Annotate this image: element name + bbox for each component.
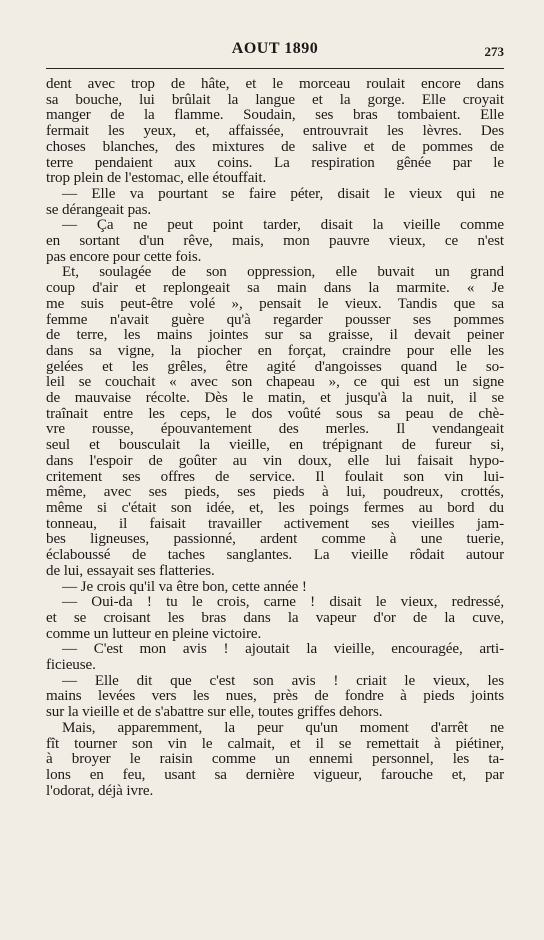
text-line: gelées et les grêles, être agité d'angoisses quand le so- bbox=[46, 359, 504, 375]
text-line: sur la vieille et de s'abattre sur elle, toutes griffes dehors. bbox=[46, 705, 383, 721]
running-title: AOUT 1890 bbox=[231, 40, 319, 57]
text-line: — Ça ne peut point tarder, disait la vieille comme bbox=[62, 218, 504, 234]
text-line: même, avec ses pieds, ses pieds à lui, poudreux, crottés, bbox=[46, 485, 504, 501]
text-line: l'odorat, déjà ivre. bbox=[46, 783, 154, 799]
text-line: — C'est mon avis ! ajoutait la vieille, encouragée, arti- bbox=[62, 642, 504, 658]
text-line: en sortant d'un rêve, mais, mon pauvre vieux, ce n'est bbox=[46, 234, 504, 250]
text-line: dans l'espoir de goûter au vin doux, elle lui faisait hypo- bbox=[46, 453, 504, 469]
text-line: fermait les yeux, et, affaissée, entrouvrait les lèvres. Des bbox=[46, 124, 504, 140]
text-line: leil se couchait « avec son chapeau », ce qui est un signe bbox=[46, 375, 504, 391]
text-line: dans sa vigne, la piocher en forçat, craindre pour elle les bbox=[46, 343, 504, 359]
text-line: choses blanches, des mixtures de salive et de pommes de bbox=[46, 139, 504, 155]
text-line: se dérangeait pas. bbox=[46, 202, 152, 218]
text-line: mains levées vers les nues, près de fondre à pieds joints bbox=[46, 689, 504, 705]
page-number: 273 bbox=[484, 44, 504, 59]
text-line: de lui, essayait ses flatteries. bbox=[46, 563, 215, 579]
text-line: tonneau, il faisait travailler activement ses vieilles jam- bbox=[46, 516, 504, 532]
text-line: pas encore pour cette fois. bbox=[46, 249, 202, 265]
text-line: Mais, apparemment, la peur qu'un moment d'arrêt ne bbox=[62, 720, 504, 736]
text-line: de mauvaise récolte. Dès le matin, et jusqu'à la nuit, il se bbox=[46, 391, 504, 407]
text-line: terre pendaient aux coins. La respiration gênée par le bbox=[46, 155, 504, 171]
text-line: coup d'air et replongeait sa main dans la marmite. « Je bbox=[46, 281, 504, 297]
text-line: même si c'était son idée, et, les poings fermes au bord du bbox=[46, 500, 504, 516]
text-line: me suis peut-être volé », pensait le vieux. Tandis que sa bbox=[46, 296, 504, 312]
text-line: vre rousse, épouvantement des merles. Il vendangeait bbox=[46, 422, 504, 438]
text-line: manger de la flamme. Soudain, ses bras tombaient. Elle bbox=[46, 108, 504, 124]
text-line: sa bouche, lui brûlait la langue et la gorge. Elle croyait bbox=[46, 92, 504, 108]
text-line: fît tourner son vin le calmait, et il se remettait à piétiner, bbox=[46, 736, 504, 752]
text-line: éclaboussé de taches sanglantes. La vieille rôdait autour bbox=[46, 548, 504, 564]
text-line: Et, soulagée de son oppression, elle buvait un grand bbox=[62, 265, 504, 281]
text-line: de terre, les mains jointes sur sa graisse, il devait peiner bbox=[46, 328, 504, 344]
text-line: dent avec trop de hâte, et le morceau roulait encore dans bbox=[46, 77, 504, 92]
page-header bbox=[46, 36, 504, 62]
header-rule bbox=[46, 68, 504, 69]
text-line: — Oui-da ! tu le crois, carne ! disait le vieux, redressé, bbox=[62, 595, 504, 611]
text-line: seul et bousculait la vieille, en trépignant de fureur si, bbox=[46, 438, 504, 454]
text-line: — Elle dit que c'est son avis ! criait le vieux, les bbox=[62, 673, 504, 689]
text-line: trop plein de l'estomac, elle étouffait. bbox=[46, 171, 267, 187]
text-line: ficieuse. bbox=[46, 658, 96, 674]
text-line: et se croisant les bras dans la vapeur d'or de la cuve, bbox=[46, 610, 504, 626]
text-line: critement ses offres de service. Il foulait son vin lui- bbox=[46, 469, 504, 485]
text-line: comme un lutteur en pleine victoire. bbox=[46, 626, 262, 642]
text-line: — Je crois qu'il va être bon, cette année ! bbox=[62, 579, 307, 595]
text-line: — Elle va pourtant se faire péter, disait le vieux qui ne bbox=[62, 186, 504, 202]
text-line: lons en feu, usant sa dernière vigueur, farouche et, par bbox=[46, 767, 504, 783]
body-text bbox=[46, 77, 504, 799]
text-line: femme n'avait guère qu'à regarder pousser ses pommes bbox=[46, 312, 504, 328]
text-line: à broyer le raisin comme un ennemi personnel, les ta- bbox=[46, 752, 504, 768]
text-line: traînait entre les ceps, le dos voûté sous sa peau de chè- bbox=[46, 406, 504, 422]
text-line: bes ligneuses, passionné, ardent comme à une tuerie, bbox=[46, 532, 504, 548]
